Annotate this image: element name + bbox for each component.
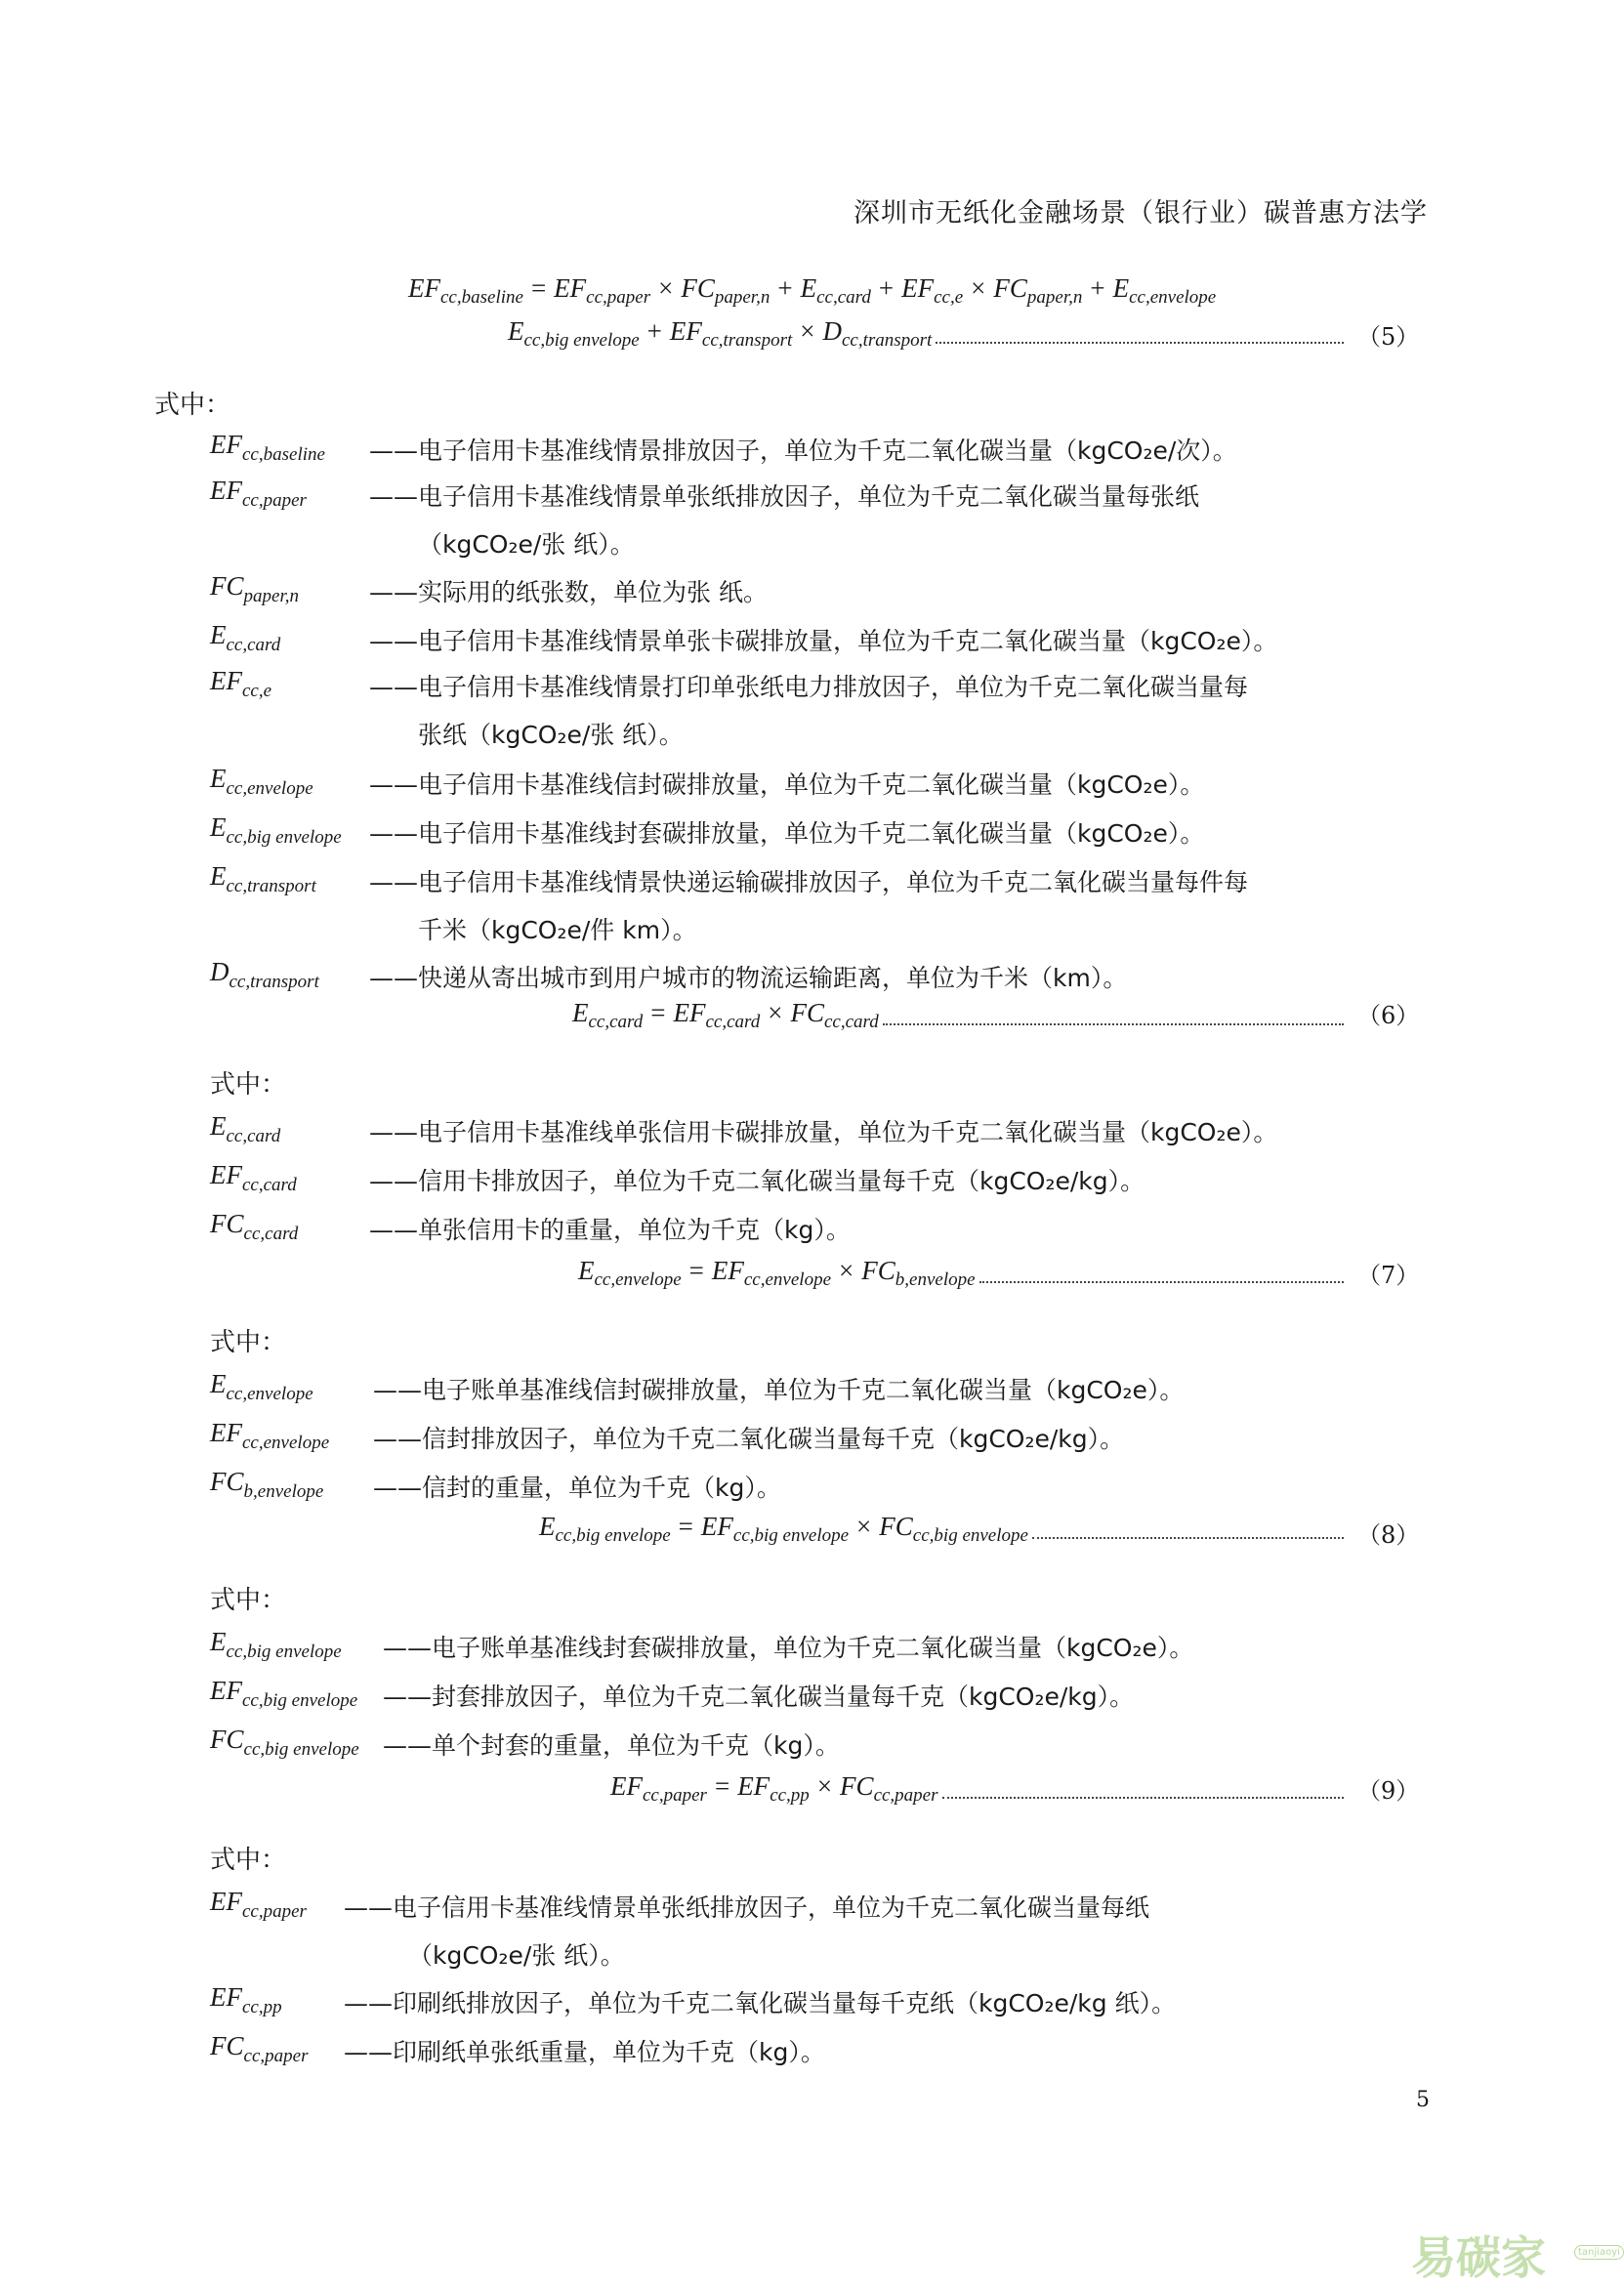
def6-1-symbol (210, 1160, 297, 1196)
def8-1-symbol (210, 1676, 357, 1712)
equation-7-number: （7） (1357, 1262, 1420, 1289)
def7-2-var-base: FC (210, 1467, 244, 1496)
def5-2-var-base: FC (210, 571, 244, 601)
equation-6-number: （6） (1357, 1002, 1420, 1029)
def5-3-var-base: E (210, 620, 227, 649)
equation-6-term-0 (572, 998, 643, 1033)
equation-5-line-1-term-1: = (530, 273, 547, 303)
equation-7-term-1: = (688, 1256, 704, 1285)
def5-1-var-base: EF (210, 476, 242, 505)
def6-0-var (210, 1111, 281, 1146)
def6-0-symbol (210, 1111, 280, 1147)
equation-9-leader (942, 1797, 1344, 1799)
def5-5-symbol (210, 764, 313, 800)
def5-3-var (210, 620, 281, 655)
watermark-logo: 易碳家 (1411, 2231, 1546, 2284)
def5-8-var (210, 957, 319, 992)
equation-5-line-2-term-2 (670, 316, 792, 352)
def5-7-symbol (210, 861, 316, 897)
def5-5-var-subscript: cc,envelope (226, 778, 313, 799)
def9-0-var (210, 1887, 307, 1922)
equation-5-leader (936, 342, 1344, 344)
equation-6 (572, 998, 879, 1033)
def5-0-text-0: ——电子信用卡基准线情景排放因子，单位为千克二氧化碳当量（kgCO₂e/次）。 (369, 437, 1237, 465)
page-number: 5 (1416, 2088, 1430, 2112)
def7-1-symbol (210, 1418, 329, 1454)
def9-0-text-1: （kgCO₂e/张 纸）。 (408, 1941, 625, 1970)
def5-6-text-0: ——电子信用卡基准线封套碳排放量，单位为千克二氧化碳当量（kgCO₂e）。 (369, 819, 1205, 848)
where-label-7: 式中： (210, 1328, 287, 1357)
def9-0-text-0: ——电子信用卡基准线情景单张纸排放因子，单位为千克二氧化碳当量每纸 (344, 1893, 1150, 1922)
equation-5-line-1-term-12-subscript: cc,envelope (1129, 287, 1217, 308)
def5-2-var-subscript: paper,n (243, 586, 299, 606)
watermark-sub: tanjiaoyi (1574, 2245, 1624, 2260)
equation-5-line-1-term-2 (554, 273, 650, 309)
def5-5-var (210, 764, 313, 799)
def5-8-var-base: D (210, 957, 229, 986)
equation-8-term-4-base: FC (879, 1512, 913, 1541)
def6-1-var-subscript: cc,card (242, 1175, 297, 1195)
def7-0-var (210, 1369, 313, 1404)
equation-5-line-1-term-0 (408, 273, 523, 309)
equation-8-leader (1032, 1537, 1344, 1539)
def8-2-var-subscript: cc,big envelope (243, 1739, 359, 1760)
equation-8-number: （8） (1357, 1521, 1420, 1549)
def5-2-text-0: ——实际用的纸张数，单位为张 纸。 (369, 578, 768, 606)
equation-8-term-0-base: E (539, 1512, 556, 1541)
equation-9-term-4-subscript: cc,paper (873, 1785, 938, 1806)
equation-9-term-0-subscript: cc,paper (643, 1785, 707, 1806)
equation-5-line-1-term-7: + (878, 273, 895, 303)
equation-7-term-4-base: FC (861, 1256, 895, 1285)
equation-5-line-1-term-2-base: EF (554, 273, 587, 303)
equation-5-line-2-term-4-base: D (822, 316, 842, 346)
equation-5-number: （5） (1357, 323, 1420, 351)
equation-8-term-4-subscript: cc,big envelope (912, 1525, 1028, 1546)
def9-2-text-0: ——印刷纸单张纸重量，单位为千克（kg）。 (344, 2038, 825, 2066)
def5-0-var-subscript: cc,baseline (242, 444, 325, 465)
equation-5-line-1-term-6 (801, 273, 871, 309)
def9-2-var (210, 2031, 309, 2066)
def9-2-var-subscript: cc,paper (243, 2046, 309, 2066)
def8-2-var-base: FC (210, 1725, 244, 1754)
equation-7-term-2-subscript: cc,envelope (743, 1269, 832, 1290)
equation-6-term-1: = (650, 998, 666, 1027)
def5-2-symbol (210, 571, 299, 607)
def8-0-var (210, 1627, 342, 1662)
equation-5-line-1-term-4-base: FC (681, 273, 715, 303)
equation-8-term-1: = (678, 1512, 693, 1541)
def5-1-symbol (210, 476, 307, 512)
equation-6-term-0-subscript: cc,card (588, 1012, 644, 1032)
equation-8-term-2-base: EF (700, 1512, 733, 1541)
equation-9-term-1: = (714, 1771, 730, 1801)
def5-1-text-1: （kgCO₂e/张 纸）。 (418, 530, 635, 559)
def9-0-var-base: EF (210, 1887, 242, 1916)
equation-9-term-4-base: FC (840, 1771, 874, 1801)
def5-8-var-subscript: cc,transport (229, 972, 319, 992)
def5-4-text-0: ——电子信用卡基准线情景打印单张纸电力排放因子，单位为千克二氧化碳当量每 (369, 673, 1249, 701)
def5-0-symbol (210, 430, 325, 466)
def5-4-text-1: 张纸（kgCO₂e/张 纸）。 (418, 721, 684, 749)
def9-2-var-base: FC (210, 2031, 244, 2060)
def7-2-var (210, 1467, 324, 1502)
equation-9-term-2 (737, 1771, 810, 1807)
equation-5-line-1-term-0-subscript: cc,baseline (440, 287, 523, 308)
def6-1-var (210, 1160, 297, 1195)
def9-2-symbol (210, 2031, 308, 2067)
equation-5-line-2-term-3: × (800, 316, 815, 346)
equation-9-term-3: × (816, 1771, 833, 1801)
equation-5-line-2-term-0 (508, 316, 640, 352)
def6-2-var-base: FC (210, 1209, 244, 1238)
def5-0-var-base: EF (210, 430, 242, 459)
def5-7-var-base: E (210, 861, 227, 891)
def5-6-var-subscript: cc,big envelope (226, 827, 342, 848)
def5-4-var-subscript: cc,e (242, 681, 272, 701)
where-label-5: 式中： (154, 391, 231, 420)
equation-5-line-1-term-5: + (777, 273, 793, 303)
def7-2-text-0: ——信封的重量，单位为千克（kg）。 (373, 1474, 781, 1502)
equation-5-line-1-term-10-subscript: paper,n (1026, 287, 1083, 308)
equation-5-line-1-term-3: × (658, 273, 674, 303)
def5-8-text-0: ——快递从寄出城市到用户城市的物流运输距离，单位为千米（km）。 (369, 964, 1128, 992)
def6-0-var-subscript: cc,card (226, 1126, 281, 1146)
equation-5-line-1-term-11: + (1090, 273, 1105, 303)
def8-0-text-0: ——电子账单基准线封套碳排放量，单位为千克二氧化碳当量（kgCO₂e）。 (383, 1634, 1194, 1662)
equation-7-term-2-base: EF (711, 1256, 744, 1285)
def5-8-symbol (210, 957, 319, 993)
def8-1-text-0: ——封套排放因子，单位为千克二氧化碳当量每千克（kgCO₂e/kg）。 (383, 1683, 1135, 1711)
def5-3-var-subscript: cc,card (226, 635, 281, 655)
def5-4-var (210, 666, 272, 701)
equation-8-term-2 (701, 1512, 849, 1547)
def7-0-symbol (210, 1369, 313, 1405)
def6-0-text-0: ——电子信用卡基准线单张信用卡碳排放量，单位为千克二氧化碳当量（kgCO₂e）。 (369, 1118, 1278, 1146)
equation-9-number: （9） (1357, 1777, 1420, 1805)
def9-1-var-base: EF (210, 1982, 242, 2012)
equation-7-term-4-subscript: b,envelope (895, 1269, 976, 1290)
def8-0-var-subscript: cc,big envelope (226, 1642, 342, 1662)
def6-1-var-base: EF (210, 1160, 242, 1189)
def7-0-var-base: E (210, 1369, 227, 1398)
equation-9-term-2-base: EF (737, 1771, 770, 1801)
equation-5-line-1-term-4 (681, 273, 770, 309)
def5-3-symbol (210, 620, 280, 656)
def8-2-var (210, 1725, 359, 1760)
def7-0-text-0: ——电子账单基准线信封碳排放量，单位为千克二氧化碳当量（kgCO₂e）。 (373, 1376, 1185, 1404)
equation-6-term-4 (790, 998, 878, 1033)
equation-5-line-2-term-4 (822, 316, 932, 352)
equation-5-line-1-term-10-base: FC (993, 273, 1027, 303)
def9-0-symbol (210, 1887, 307, 1923)
def6-2-var (210, 1209, 299, 1244)
equation-6-leader (883, 1023, 1344, 1025)
def8-2-text-0: ——单个封套的重量，单位为千克（kg）。 (383, 1731, 840, 1760)
def7-2-var-subscript: b,envelope (243, 1481, 324, 1502)
equation-5-line-1-term-8 (901, 273, 963, 309)
equation-5-line-1-term-12-base: E (1112, 273, 1130, 303)
def8-0-symbol (210, 1627, 342, 1663)
equation-5-line-1-term-8-base: EF (901, 273, 935, 303)
where-label-8: 式中： (210, 1586, 287, 1615)
def5-6-var (210, 812, 342, 848)
equation-5-line-2-term-2-base: EF (669, 316, 702, 346)
def5-7-var-subscript: cc,transport (226, 876, 316, 896)
equation-8 (539, 1512, 1028, 1547)
equation-5-line-1-term-6-base: E (800, 273, 817, 303)
equation-8-term-0 (539, 1512, 671, 1547)
equation-8-term-0-subscript: cc,big envelope (555, 1525, 671, 1546)
equation-7-term-0-base: E (578, 1256, 595, 1285)
equation-7-term-0 (578, 1256, 682, 1291)
def5-1-text-0: ——电子信用卡基准线情景单张纸排放因子，单位为千克二氧化碳当量每张纸 (369, 482, 1200, 511)
def6-2-text-0: ——单张信用卡的重量，单位为千克（kg）。 (369, 1216, 851, 1244)
equation-5-line-1-term-9: × (971, 273, 986, 303)
equation-5-line-1-term-2-subscript: cc,paper (586, 287, 651, 308)
def6-1-text-0: ——信用卡排放因子，单位为千克二氧化碳当量每千克（kgCO₂e/kg）。 (369, 1167, 1145, 1195)
equation-8-term-3: × (856, 1512, 872, 1541)
def5-5-var-base: E (210, 764, 227, 793)
equation-6-term-0-base: E (572, 998, 589, 1027)
where-label-9: 式中： (210, 1846, 287, 1875)
equation-7-term-0-subscript: cc,envelope (594, 1269, 682, 1290)
equation-7-term-4 (861, 1256, 975, 1291)
def6-2-symbol (210, 1209, 298, 1245)
def7-0-var-subscript: cc,envelope (226, 1384, 313, 1404)
def7-1-var-subscript: cc,envelope (242, 1433, 330, 1453)
equation-5-line-1-term-4-subscript: paper,n (714, 287, 770, 308)
def5-7-text-1: 千米（kgCO₂e/件 km）。 (418, 916, 697, 944)
where-label-6: 式中： (210, 1070, 287, 1100)
equation-5-line-2 (508, 316, 932, 352)
running-header: 深圳市无纸化金融场景（银行业）碳普惠方法学 (854, 198, 1428, 229)
equation-5-line-1-term-8-subscript: cc,e (934, 287, 964, 308)
def5-7-text-0: ——电子信用卡基准线情景快递运输碳排放因子，单位为千克二氧化碳当量每件每 (369, 868, 1249, 896)
def5-3-text-0: ——电子信用卡基准线情景单张卡碳排放量，单位为千克二氧化碳当量（kgCO₂e）。 (369, 627, 1278, 655)
equation-6-term-3: × (768, 998, 783, 1027)
def5-6-symbol (210, 812, 342, 849)
equation-6-term-2 (673, 998, 760, 1033)
equation-9-term-0-base: EF (610, 1771, 643, 1801)
equation-9-term-4 (840, 1771, 937, 1807)
equation-5-line-1-term-12 (1113, 273, 1217, 309)
def7-1-text-0: ——信封排放因子，单位为千克二氧化碳当量每千克（kgCO₂e/kg）。 (373, 1425, 1125, 1453)
def7-1-var (210, 1418, 330, 1453)
def9-0-var-subscript: cc,paper (242, 1901, 307, 1922)
equation-5-line-1-term-0-base: EF (408, 273, 440, 303)
def5-1-var-subscript: cc,paper (242, 490, 307, 511)
def8-0-var-base: E (210, 1627, 227, 1656)
def5-2-var (210, 571, 299, 606)
def5-5-text-0: ——电子信用卡基准线信封碳排放量，单位为千克二氧化碳当量（kgCO₂e）。 (369, 770, 1205, 799)
def9-1-text-0: ——印刷纸排放因子，单位为千克二氧化碳当量每千克纸（kgCO₂e/kg 纸）。 (344, 1989, 1177, 2017)
equation-6-term-4-subscript: cc,card (823, 1012, 879, 1032)
def7-2-symbol (210, 1467, 323, 1503)
equation-7 (578, 1256, 976, 1291)
equation-9-term-0 (610, 1771, 707, 1807)
def5-6-var-base: E (210, 812, 227, 842)
equation-7-term-2 (712, 1256, 831, 1291)
def5-4-var-base: EF (210, 666, 242, 695)
equation-9 (610, 1771, 938, 1807)
equation-5-line-2-term-1: + (646, 316, 662, 346)
def6-2-var-subscript: cc,card (243, 1224, 299, 1244)
equation-7-term-3: × (839, 1256, 854, 1285)
def8-1-var (210, 1676, 358, 1711)
def8-2-symbol (210, 1725, 359, 1761)
def8-1-var-subscript: cc,big envelope (242, 1690, 358, 1711)
equation-5-line-1-term-6-subscript: cc,card (816, 287, 871, 308)
equation-6-term-2-subscript: cc,card (705, 1012, 761, 1032)
def5-7-var (210, 861, 316, 896)
equation-5-line-1-term-10 (993, 273, 1082, 309)
def9-1-var-subscript: cc,pp (242, 1997, 282, 2017)
def5-0-var (210, 430, 325, 465)
equation-5-line-2-term-4-subscript: cc,transport (841, 330, 933, 351)
def9-1-var (210, 1982, 282, 2017)
equation-9-term-2-subscript: cc,pp (770, 1785, 810, 1806)
equation-5-line-2-term-0-subscript: cc,big envelope (523, 330, 640, 351)
equation-5-line-2-term-0-base: E (508, 316, 524, 346)
def5-1-var (210, 476, 307, 511)
def6-0-var-base: E (210, 1111, 227, 1141)
equation-6-term-2-base: EF (673, 998, 706, 1027)
equation-5-line-1 (408, 273, 1216, 309)
def8-1-var-base: EF (210, 1676, 242, 1705)
equation-8-term-4 (879, 1512, 1028, 1547)
equation-6-term-4-base: FC (790, 998, 824, 1027)
def5-4-symbol (210, 666, 271, 702)
def7-1-var-base: EF (210, 1418, 242, 1447)
equation-8-term-2-subscript: cc,big envelope (732, 1525, 850, 1546)
equation-7-leader (979, 1281, 1344, 1283)
def9-1-symbol (210, 1982, 282, 2018)
equation-5-line-2-term-2-subscript: cc,transport (701, 330, 793, 351)
